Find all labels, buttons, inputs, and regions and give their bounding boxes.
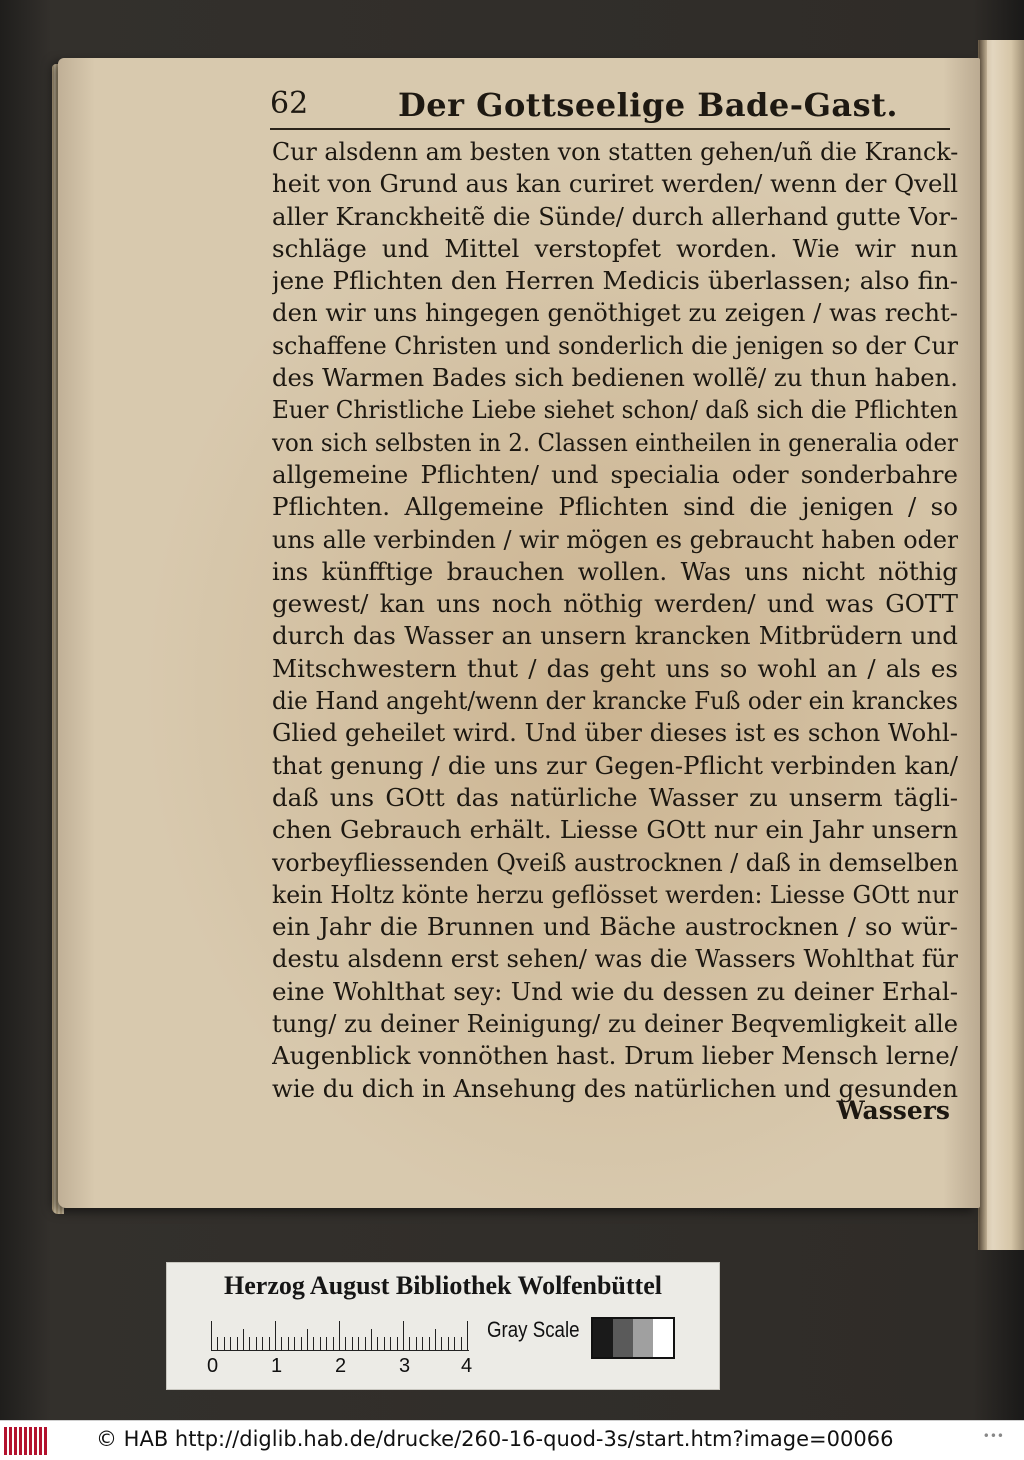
text-line: Cur alsdenn am besten von statten gehen/uñ die Kranck- [272,137,958,166]
ruler-tick [429,1337,430,1351]
more-options-icon[interactable]: ••• [982,1429,1004,1443]
gutter-shadow [979,40,987,1250]
text-line: heit von Grund aus kan curiret werden/ wenn der Qvell [272,169,958,199]
grayscale-swatch [613,1319,633,1357]
ruler-tick [262,1337,263,1351]
library-name: Herzog August Bibliothek Wolfenbüttel [224,1271,662,1300]
ruler-label-2: 2 [335,1355,347,1377]
text-line: that genung / die uns zur Gegen-Pflicht verbinden kan/ [272,750,958,780]
ruler-tick [384,1337,385,1351]
ruler-tick [224,1337,225,1351]
ruler-tick [358,1337,359,1351]
text-line: allgemeine Pflichten/ und specialia oder sonderbahre [272,459,958,489]
text-line: Euer Christliche Liebe siehet schon/ daß sich die Pflichten [272,395,958,425]
ruler-tick [320,1337,321,1351]
ruler-tick [441,1337,442,1351]
ruler-tick [365,1337,366,1351]
ruler-tick [237,1337,238,1351]
text-line: Augenblick vonnöthen hast. Drum lieber Mensch lerne/ [272,1041,958,1071]
ruler-tick [230,1337,231,1351]
ruler-tick [313,1337,314,1351]
scale-ruler [211,1321,471,1351]
ruler-tick [249,1337,250,1351]
text-line: die Hand angeht/wenn der krancke Fuß oder ein kranckes [272,686,958,716]
grayscale-swatches [591,1317,675,1359]
text-line: durch das Wasser an unsern krancken Mitbrüdern und [272,621,958,651]
ruler-tick [326,1337,327,1351]
text-line: vorbeyfliessenden Qveiß austrocknen / daß in demselben [272,847,958,877]
ruler-tick [467,1321,468,1351]
text-line: aller Kranckheitẽ die Sünde/ durch allerhand gutte Vor- [272,201,958,231]
ruler-tick [371,1329,372,1351]
text-line: destu alsdenn erst sehen/ was die Wassers Wohlthat für [272,944,958,974]
text-line: chen Gebrauch erhält. Liesse GOtt nur ein Jahr unsern [272,815,958,845]
text-line: Glied geheilet wird. Und über dieses ist es schon Wohl- [272,718,958,748]
ruler-tick [275,1321,276,1351]
header-rule [270,128,950,130]
ruler-tick [211,1321,212,1351]
ruler-tick [461,1337,462,1351]
text-line: des Warmen Bades sich bedienen wollẽ/ zu thun haben. [272,363,958,393]
grayscale-swatch [593,1319,613,1357]
ruler-tick [403,1321,404,1351]
footer-copyright-link[interactable]: © HAB http://diglib.hab.de/drucke/260-16-quod-3s/start.htm?image=00066 [96,1427,894,1451]
text-line: tung/ zu deiner Reinigung/ zu deiner Beqvemligkeit alle [272,1009,958,1039]
body-text [272,136,958,1105]
text-line: schläge und Mittel verstopfet worden. Wie wir nun [272,233,958,263]
ruler-tick [397,1337,398,1351]
ruler-tick [217,1337,218,1351]
ruler-label-1: 1 [271,1355,283,1377]
ruler-tick [422,1337,423,1351]
ruler-tick [307,1329,308,1351]
ruler-tick [448,1337,449,1351]
ruler-tick [390,1337,391,1351]
color-calibration-bar [166,1262,720,1390]
text-line: uns alle verbinden / wir mögen es gebraucht haben oder [272,524,958,554]
grayscale-label: Gray Scale [487,1317,580,1342]
ruler-tick [454,1337,455,1351]
text-line: Pflichten. Allgemeine Pflichten sind die jenigen / so [272,492,958,522]
ruler-tick [256,1337,257,1351]
text-line: gewest/ kan uns noch nöthig werden/ und was GOTT [272,589,958,619]
text-line: ein Jahr die Brunnen und Bäche austrocknen / so wür- [272,912,958,942]
ruler-tick [288,1337,289,1351]
page-number: 62 [270,86,309,121]
ruler-tick [243,1329,244,1351]
ruler-label-4: 4 [461,1355,473,1377]
ruler-tick [435,1329,436,1351]
text-line: den wir uns hingegen genöthiget zu zeigen / was recht- [272,298,958,328]
ruler-tick [352,1337,353,1351]
ruler-tick [281,1337,282,1351]
text-line: wie du dich in Ansehung des natürlichen und gesunden [272,1073,958,1103]
ruler-tick [409,1337,410,1351]
ruler-tick [269,1337,270,1351]
catchword: Wassers [836,1096,950,1125]
ruler-tick [301,1337,302,1351]
text-line: daß uns GOtt das natürliche Wasser zu unserm tägli- [272,782,958,812]
text-line: schaffene Christen und sonderlich die jenigen so der Cur [272,330,958,360]
text-line: von sich selbsten in 2. Classen eintheilen in generalia oder [272,427,958,457]
ruler-tick [345,1337,346,1351]
ruler-tick [294,1337,295,1351]
text-line: kein Holtz könte herzu geflösset werden: Liesse GOtt nur [272,879,958,909]
ruler-tick [333,1337,334,1351]
ruler-tick [377,1337,378,1351]
facing-page-edge [978,40,1024,1250]
text-line: Mitschwestern thut / das geht uns so wohl an / als es [272,653,958,683]
footer-bar [0,1420,1024,1460]
hab-logo-icon [4,1427,48,1455]
grayscale-swatch [633,1319,653,1357]
text-line: eine Wohlthat sey: Und wie du dessen zu deiner Erhal- [272,976,958,1006]
ruler-tick [416,1337,417,1351]
text-line: jene Pflichten den Herren Medicis überlassen; also fin- [272,266,958,296]
running-title: Der Gottseelige Bade-Gast. [398,86,899,124]
ruler-tick [339,1321,340,1351]
ruler-label-0: 0 [207,1355,219,1377]
page-header [270,82,960,130]
text-line: ins künfftige brauchen wollen. Was uns nicht nöthig [272,556,958,586]
grayscale-swatch [653,1319,673,1357]
ruler-label-3: 3 [399,1355,411,1377]
